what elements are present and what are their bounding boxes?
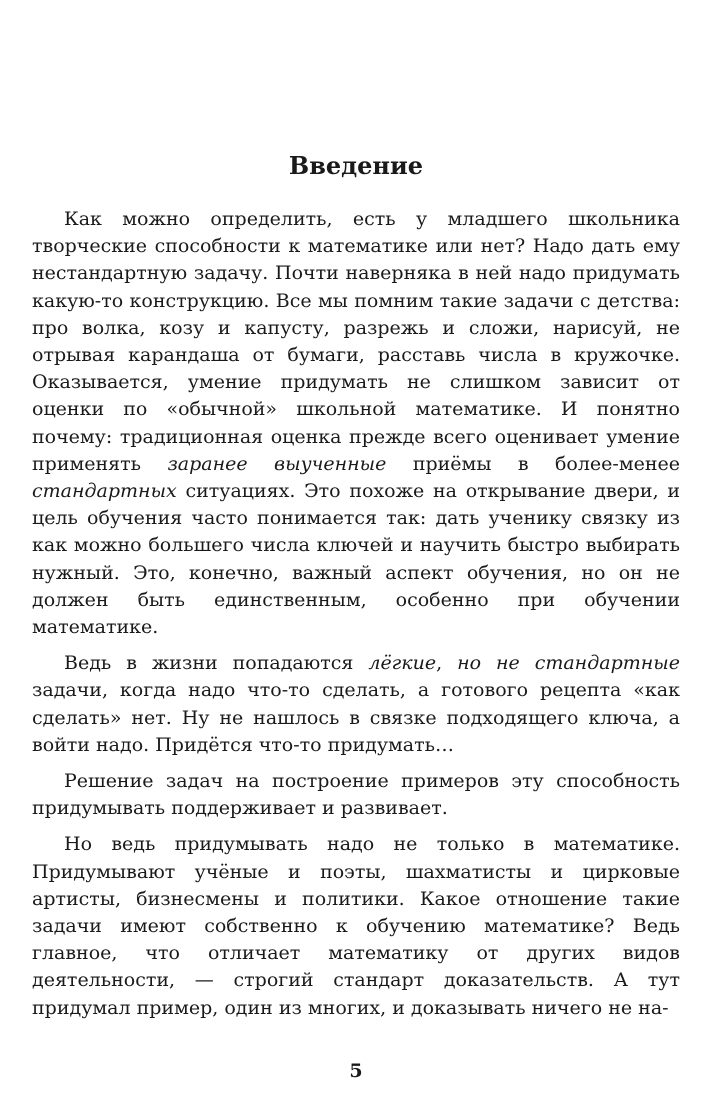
text-segment: Но ведь придумывать надо не только в математике. Придумывают учёные и поэты, шахматисты и цирковые артисты, бизнесмены и политики. Какое отношение такие задачи имеют собственно к обучению математике? Ведь главное, что отличает математику от других видов деятельности, — строгий стандарт доказательств. А тут придумал пример, один из многих, и доказывать ничего не на- <box>32 833 680 1019</box>
chapter-title: Введение <box>288 151 424 180</box>
page-number: 5 <box>349 1060 363 1082</box>
text-segment: Как можно определить, есть у младшего школьника творческие способности к математике или нет? Надо дать ему нестандартную задачу. Почти наверняка в ней надо придумать какую-то конструкцию. Все мы помним такие задачи с детства: про волка, козу и капусту, разрежь и сложи, нарисуй, не отрывая карандаша от бумаги, расставь числа в кружочке. Оказывается, умение придумать не слишком зависит от оценки по «обычной» школьной математике. И понятно почему: традиционная оценка прежде всего оценивает умение применять <box>32 208 680 475</box>
italic-segment: стандартных <box>32 480 177 503</box>
text-segment: ситуациях. Это похоже на открывание двери, и цель обучения часто понимается так: дать ученику связку из как можно большего числа ключей и научить быстро выбирать нужный. Это, конечно, важный аспект обучения, но он не должен быть единственным, особенно при обучении математике. <box>32 480 680 639</box>
text-segment: задачи, когда надо что-то сделать, а готового рецепта «как сделать» нет. Ну не нашлось в связке подходящего ключа, а войти надо. Придётся что-то придумать… <box>32 679 680 756</box>
text-segment: , <box>436 652 458 675</box>
italic-segment: лёгкие <box>368 652 437 675</box>
paragraph <box>32 206 680 641</box>
paragraph <box>32 831 680 1021</box>
paragraph <box>32 768 680 822</box>
text-segment: приёмы в более-менее <box>386 452 681 475</box>
book-page <box>32 0 680 1099</box>
italic-segment: но не стандартные <box>457 652 680 675</box>
body-text <box>32 206 680 1022</box>
text-segment: Ведь в жизни попадаются <box>64 652 369 675</box>
text-segment: Решение задач на построение примеров эту способность придумывать поддерживает и развивает. <box>32 770 680 820</box>
italic-segment: заранее выученные <box>167 452 387 475</box>
paragraph <box>32 650 680 759</box>
